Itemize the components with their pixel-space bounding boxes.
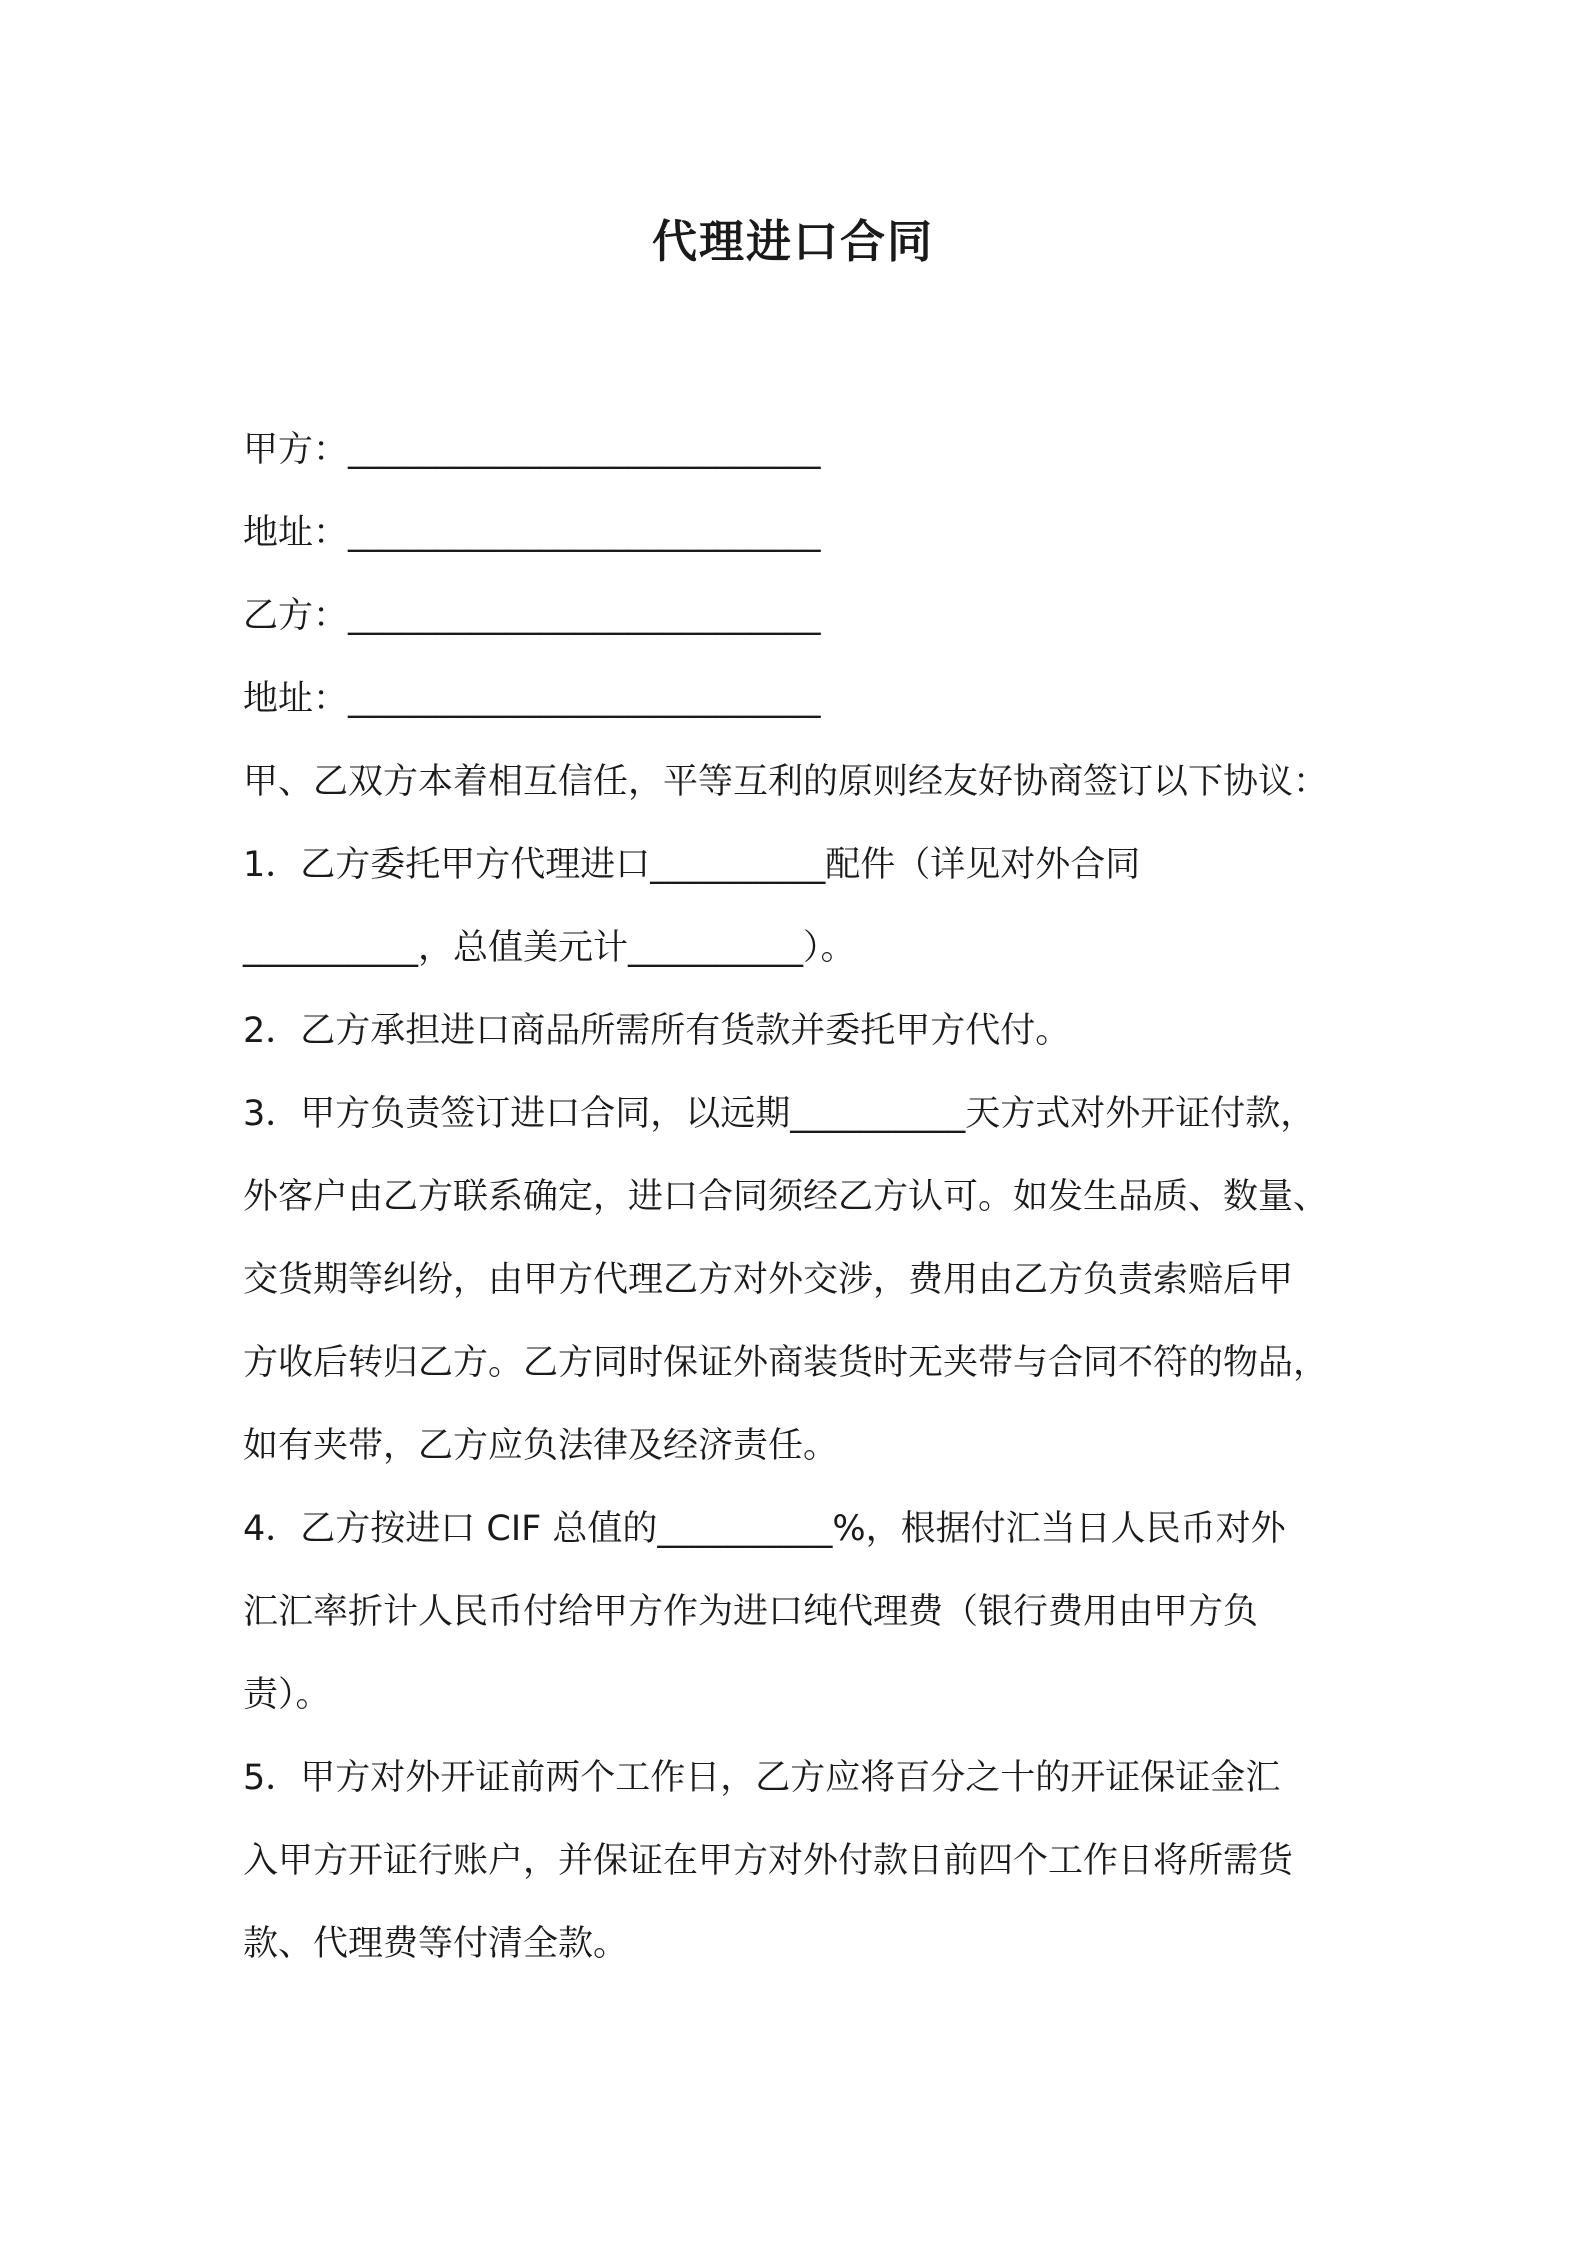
party-b-address-line (243, 658, 1393, 741)
clause-3-line-5: 如有夹带，乙方应负法律及经济责任。 (243, 1426, 839, 1466)
party-b-blank: ___________________________ (348, 596, 821, 636)
clause-3-line-3: 交货期等纠纷，由甲方代理乙方对外交涉，费用由乙方负责索赔后甲 (243, 1260, 1294, 1300)
party-b-address-blank: ___________________________ (348, 679, 821, 719)
clause-2-line-1: 2．乙方承担进口商品所需所有货款并委托甲方代付。 (243, 1011, 1071, 1051)
party-a-address-blank: ___________________________ (348, 513, 821, 553)
clause-3-line-4: 方收后转归乙方。乙方同时保证外商装货时无夹带与合同不符的物品， (243, 1343, 1329, 1383)
party-b-line (243, 575, 1393, 658)
clause-4-line-1: 4．乙方按进口 CIF 总值的__________%，根据付汇当日人民币对外 (243, 1509, 1286, 1549)
party-a-label: 甲方： (243, 430, 349, 470)
clause-5-line-3: 款、代理费等付清全款。 (243, 1924, 629, 1964)
party-b-label: 乙方： (243, 596, 349, 636)
party-a-address-line (243, 492, 1393, 575)
preamble-line: 甲、乙双方本着相互信任，平等互利的原则经友好协商签订以下协议： (243, 762, 1329, 802)
clause-4-line-2: 汇汇率折计人民币付给甲方作为进口纯代理费（银行费用由甲方负 (243, 1592, 1259, 1632)
clause-1-line-1: 1．乙方委托甲方代理进口__________配件（详见对外合同 (243, 845, 1141, 885)
document-body (243, 409, 1393, 1986)
party-b-address-label: 地址： (243, 679, 349, 719)
clause-4-line-3: 责）。 (243, 1675, 331, 1715)
party-a-address-label: 地址： (243, 513, 349, 553)
clause-3-line-2: 外客户由乙方联系确定，进口合同须经乙方认可。如发生品质、数量、 (243, 1177, 1329, 1217)
document-title: 代理进口合同 (651, 215, 934, 268)
clause-3-line-1: 3．甲方负责签订进口合同，以远期__________天方式对外开证付款， (243, 1094, 1316, 1134)
clause-1-line-2: __________，总值美元计__________）。 (243, 928, 856, 968)
clause-5-line-1: 5．甲方对外开证前两个工作日，乙方应将百分之十的开证保证金汇 (243, 1758, 1281, 1798)
party-a-blank: ___________________________ (348, 430, 821, 470)
clause-5-line-2: 入甲方开证行账户，并保证在甲方对外付款日前四个工作日将所需货 (243, 1841, 1294, 1881)
party-a-line (243, 409, 1393, 492)
